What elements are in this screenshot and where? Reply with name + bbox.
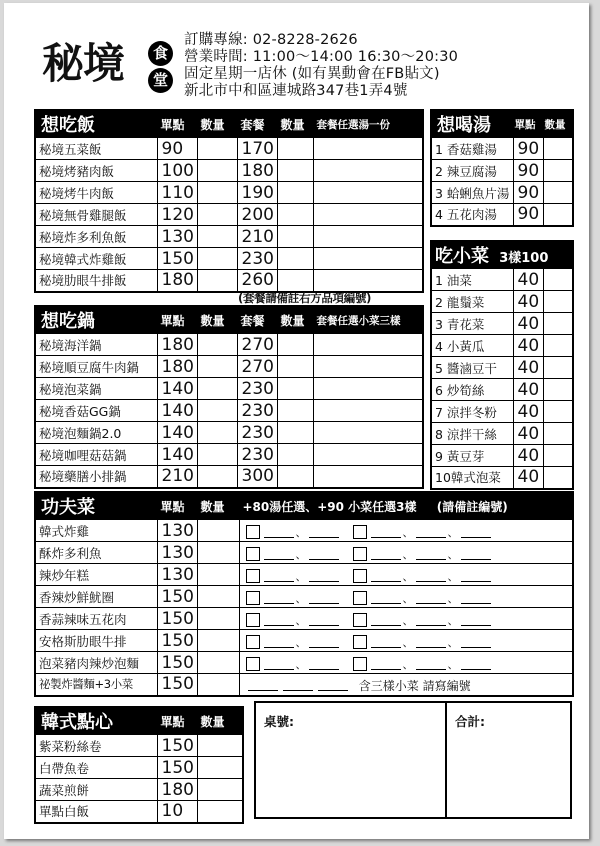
single-price: 120 xyxy=(157,204,197,226)
option-field[interactable] xyxy=(239,542,573,564)
kungfu-table xyxy=(34,491,574,697)
item-price: 40 xyxy=(513,401,543,423)
menu-row xyxy=(35,378,423,400)
item-name: 秘境烤豬肉飯 xyxy=(35,160,157,182)
item-name: 秘境藥膳小排鍋 xyxy=(35,466,157,488)
item-name: 3 青花菜 xyxy=(431,313,513,335)
option-field[interactable] xyxy=(239,630,573,652)
menu-row xyxy=(431,269,573,291)
qty-field[interactable] xyxy=(197,757,243,779)
dim-title: 韓式點心 xyxy=(35,707,157,735)
item-name: 辣炒年糕 xyxy=(35,564,157,586)
col-qty: 數量 xyxy=(197,707,243,735)
set-option-field[interactable] xyxy=(313,444,423,466)
col-set-note: 套餐任選湯一份 xyxy=(313,110,423,138)
item-price: 150 xyxy=(157,586,197,608)
single-qty-field[interactable] xyxy=(197,182,237,204)
item-price: 90 xyxy=(513,204,543,226)
col-single: 單點 xyxy=(157,707,197,735)
set-price: 200 xyxy=(237,204,277,226)
option-checkbox[interactable] xyxy=(353,657,367,671)
set-price: 260 xyxy=(237,270,277,292)
table-number-label: 桌號: xyxy=(264,714,294,729)
menu-row xyxy=(431,357,573,379)
separator: 、 xyxy=(447,569,459,583)
qty-field[interactable] xyxy=(543,401,573,423)
set-price: 230 xyxy=(237,400,277,422)
option-field[interactable] xyxy=(239,586,573,608)
item-price: 40 xyxy=(513,291,543,313)
single-price: 210 xyxy=(157,466,197,488)
col-set: 套餐 xyxy=(237,306,277,334)
set-option-field[interactable] xyxy=(313,182,423,204)
item-name: 1 油菜 xyxy=(431,269,513,291)
closed-day-note: 固定星期一店休 (如有異動會在FB貼文) xyxy=(184,66,440,82)
set-option-field[interactable] xyxy=(313,160,423,182)
item-name: 3 蛤蜊魚片湯 xyxy=(431,182,513,204)
qty-field[interactable] xyxy=(543,445,573,467)
business-hours: 營業時間: 11:00～14:00 16:30～20:30 xyxy=(184,49,459,65)
item-name: 秘境海洋鍋 xyxy=(35,334,157,356)
item-price: 150 xyxy=(157,652,197,674)
item-price: 150 xyxy=(157,735,197,757)
option-checkbox[interactable] xyxy=(246,569,260,583)
address: 新北市中和區連城路347巷1弄4號 xyxy=(184,83,408,99)
set-qty-field[interactable] xyxy=(277,356,313,378)
rice-title: 想吃飯 xyxy=(35,110,157,138)
qty-field[interactable] xyxy=(197,520,239,542)
qty-field[interactable] xyxy=(197,586,239,608)
separator: 、 xyxy=(402,569,414,583)
set-qty-field[interactable] xyxy=(277,138,313,160)
total-label: 合計: xyxy=(455,714,485,729)
single-qty-field[interactable] xyxy=(197,138,237,160)
separator: 、 xyxy=(447,525,459,539)
single-qty-field[interactable] xyxy=(197,422,237,444)
soup-table xyxy=(430,109,574,227)
kungfu-option-header: +80湯任選、+90 小菜任選3樣 xyxy=(242,499,417,514)
col-set-note: 套餐任選小菜三樣 xyxy=(313,306,423,334)
item-name: 秘境韓式炸雞飯 xyxy=(35,248,157,270)
item-price: 40 xyxy=(513,313,543,335)
qty-field[interactable] xyxy=(197,564,239,586)
option-field[interactable] xyxy=(239,520,573,542)
single-qty-field[interactable] xyxy=(197,400,237,422)
soup-title: 想喝湯 xyxy=(431,110,513,138)
item-name: 秘境咖哩菇菇鍋 xyxy=(35,444,157,466)
qty-field[interactable] xyxy=(197,630,239,652)
item-name: 秘境五菜飯 xyxy=(35,138,157,160)
item-price: 90 xyxy=(513,160,543,182)
separator: 、 xyxy=(447,547,459,561)
item-name: 1 香菇雞湯 xyxy=(431,138,513,160)
col-qty: 數量 xyxy=(543,110,573,138)
item-name: 秘境泡菜鍋 xyxy=(35,378,157,400)
item-name: 秘境香菇GG鍋 xyxy=(35,400,157,422)
set-qty-field[interactable] xyxy=(277,400,313,422)
single-price: 150 xyxy=(157,248,197,270)
set-price: 270 xyxy=(237,334,277,356)
set-price: 300 xyxy=(237,466,277,488)
set-price: 270 xyxy=(237,356,277,378)
qty-field[interactable] xyxy=(543,269,573,291)
set-option-field[interactable] xyxy=(313,400,423,422)
item-name: 蔬菜煎餅 xyxy=(35,779,157,801)
menu-row xyxy=(431,138,573,160)
item-price: 40 xyxy=(513,269,543,291)
menu-row xyxy=(35,564,573,586)
menu-row xyxy=(431,291,573,313)
set-qty-field[interactable] xyxy=(277,226,313,248)
item-name: 韓式炸雞 xyxy=(35,520,157,542)
set-price: 180 xyxy=(237,160,277,182)
col-single: 單點 xyxy=(157,492,197,520)
menu-row xyxy=(35,608,573,630)
item-name: 秘境肋眼牛排飯 xyxy=(35,270,157,292)
menu-row xyxy=(35,138,423,160)
set-option-field[interactable] xyxy=(313,422,423,444)
seal-char-2: 堂 xyxy=(148,68,173,93)
set-option-field[interactable] xyxy=(313,138,423,160)
separator: 、 xyxy=(295,569,307,583)
option-field[interactable] xyxy=(239,652,573,674)
option-checkbox[interactable] xyxy=(353,525,367,539)
last-row-note: 含三樣小菜 請寫編號 xyxy=(358,678,471,693)
table-number-box[interactable] xyxy=(254,701,447,819)
item-name: 香蒜辣味五花肉 xyxy=(35,608,157,630)
item-price: 130 xyxy=(157,520,197,542)
rice-table xyxy=(34,109,424,293)
set-qty-field[interactable] xyxy=(277,248,313,270)
set-option-field[interactable] xyxy=(313,204,423,226)
menu-row xyxy=(35,270,423,292)
side-dish-table xyxy=(430,240,574,490)
menu-row xyxy=(35,204,423,226)
item-price: 40 xyxy=(513,423,543,445)
set-qty-field[interactable] xyxy=(277,466,313,488)
qty-field[interactable] xyxy=(197,779,243,801)
option-checkbox[interactable] xyxy=(246,547,260,561)
menu-row xyxy=(35,356,423,378)
item-price: 10 xyxy=(157,801,197,823)
qty-field[interactable] xyxy=(543,204,573,226)
set-option-field[interactable] xyxy=(313,226,423,248)
set-qty-field[interactable] xyxy=(277,204,313,226)
single-qty-field[interactable] xyxy=(197,160,237,182)
item-price: 90 xyxy=(513,138,543,160)
menu-row xyxy=(35,586,573,608)
option-field[interactable] xyxy=(239,674,573,696)
qty-field[interactable] xyxy=(197,608,239,630)
hotpot-title: 想吃鍋 xyxy=(35,306,157,334)
menu-sheet xyxy=(4,3,589,839)
menu-row xyxy=(431,313,573,335)
separator: 、 xyxy=(447,635,459,649)
menu-row xyxy=(35,630,573,652)
single-price: 140 xyxy=(157,400,197,422)
menu-row xyxy=(35,226,423,248)
set-option-field[interactable] xyxy=(313,378,423,400)
single-price: 180 xyxy=(157,356,197,378)
single-price: 130 xyxy=(157,226,197,248)
menu-row xyxy=(35,674,573,696)
item-name: 秘境烤牛肉飯 xyxy=(35,182,157,204)
single-price: 140 xyxy=(157,422,197,444)
set-price: 230 xyxy=(237,422,277,444)
item-name: 8 涼拌干絲 xyxy=(431,423,513,445)
separator: 、 xyxy=(447,657,459,671)
kungfu-option-note: (請備註編號) xyxy=(436,499,508,514)
qty-field[interactable] xyxy=(543,182,573,204)
side-subtitle: 3樣100 xyxy=(499,251,549,266)
col-qty: 數量 xyxy=(197,306,237,334)
item-name: 秘境無骨雞腿飯 xyxy=(35,204,157,226)
set-option-field[interactable] xyxy=(313,466,423,488)
col-set-qty: 數量 xyxy=(277,306,313,334)
set-qty-field[interactable] xyxy=(277,270,313,292)
option-checkbox[interactable] xyxy=(246,591,260,605)
set-option-field[interactable] xyxy=(313,356,423,378)
menu-row xyxy=(35,422,423,444)
separator: 、 xyxy=(402,547,414,561)
single-price: 140 xyxy=(157,378,197,400)
qty-field[interactable] xyxy=(543,423,573,445)
menu-row xyxy=(35,182,423,204)
separator: 、 xyxy=(295,635,307,649)
option-checkbox[interactable] xyxy=(246,657,260,671)
rice-set-note: (套餐請備註右方品項編號) xyxy=(238,291,372,305)
qty-field[interactable] xyxy=(543,138,573,160)
item-name: 秘境炸多利魚飯 xyxy=(35,226,157,248)
qty-field[interactable] xyxy=(543,357,573,379)
item-price: 150 xyxy=(157,608,197,630)
item-name: 秘境順豆腐牛肉鍋 xyxy=(35,356,157,378)
separator: 、 xyxy=(447,613,459,627)
menu-row xyxy=(431,467,573,489)
separator: 、 xyxy=(402,657,414,671)
item-name: 白帶魚卷 xyxy=(35,757,157,779)
item-price: 90 xyxy=(513,182,543,204)
col-qty: 數量 xyxy=(197,492,239,520)
item-name: 10韓式泡菜 xyxy=(431,467,513,489)
single-qty-field[interactable] xyxy=(197,378,237,400)
item-price: 150 xyxy=(157,757,197,779)
qty-field[interactable] xyxy=(543,313,573,335)
menu-row xyxy=(35,520,573,542)
side-title: 吃小菜 xyxy=(435,246,489,267)
qty-field[interactable] xyxy=(543,291,573,313)
menu-row xyxy=(35,248,423,270)
single-price: 140 xyxy=(157,444,197,466)
single-price: 90 xyxy=(157,138,197,160)
col-single: 單點 xyxy=(157,306,197,334)
separator: 、 xyxy=(447,591,459,605)
item-name: 2 龍鬚菜 xyxy=(431,291,513,313)
restaurant-seal xyxy=(142,41,178,109)
qty-field[interactable] xyxy=(197,801,243,823)
single-qty-field[interactable] xyxy=(197,334,237,356)
total-box[interactable] xyxy=(445,701,572,819)
menu-row xyxy=(431,379,573,401)
set-option-field[interactable] xyxy=(313,248,423,270)
col-qty: 數量 xyxy=(197,110,237,138)
item-name: 香辣炒鮮魷圈 xyxy=(35,586,157,608)
menu-row xyxy=(35,542,573,564)
option-checkbox[interactable] xyxy=(353,635,367,649)
menu-row xyxy=(431,204,573,226)
menu-row xyxy=(35,160,423,182)
qty-field[interactable] xyxy=(543,160,573,182)
item-price: 40 xyxy=(513,445,543,467)
item-name: 秘境泡麵鍋2.0 xyxy=(35,422,157,444)
item-name: 4 小黃瓜 xyxy=(431,335,513,357)
item-name: 泡菜豬肉辣炒泡麵 xyxy=(35,652,157,674)
menu-row xyxy=(431,182,573,204)
set-qty-field[interactable] xyxy=(277,378,313,400)
qty-field[interactable] xyxy=(197,652,239,674)
single-price: 100 xyxy=(157,160,197,182)
single-qty-field[interactable] xyxy=(197,270,237,292)
qty-field[interactable] xyxy=(543,335,573,357)
set-price: 190 xyxy=(237,182,277,204)
set-qty-field[interactable] xyxy=(277,160,313,182)
separator: 、 xyxy=(295,525,307,539)
item-name: 2 辣豆腐湯 xyxy=(431,160,513,182)
item-name: 5 醬滷豆干 xyxy=(431,357,513,379)
item-name: 祕製炸醬麵+3小菜 xyxy=(35,674,157,696)
menu-row xyxy=(431,401,573,423)
option-checkbox[interactable] xyxy=(246,613,260,627)
set-price: 230 xyxy=(237,378,277,400)
korean-snack-table xyxy=(34,706,244,824)
restaurant-logo: 秘境 xyxy=(42,39,125,88)
menu-row xyxy=(35,801,243,823)
separator: 、 xyxy=(295,613,307,627)
qty-field[interactable] xyxy=(197,674,239,696)
item-price: 40 xyxy=(513,379,543,401)
set-option-field[interactable] xyxy=(313,270,423,292)
menu-row xyxy=(35,652,573,674)
item-price: 180 xyxy=(157,779,197,801)
menu-row xyxy=(431,160,573,182)
set-price: 230 xyxy=(237,444,277,466)
option-checkbox[interactable] xyxy=(353,613,367,627)
set-qty-field[interactable] xyxy=(277,422,313,444)
set-price: 210 xyxy=(237,226,277,248)
menu-row xyxy=(431,335,573,357)
separator: 、 xyxy=(402,613,414,627)
separator: 、 xyxy=(402,591,414,605)
qty-field[interactable] xyxy=(197,735,243,757)
separator: 、 xyxy=(402,635,414,649)
item-price: 40 xyxy=(513,357,543,379)
item-name: 7 涼拌冬粉 xyxy=(431,401,513,423)
menu-row xyxy=(35,444,423,466)
item-price: 150 xyxy=(157,630,197,652)
single-price: 110 xyxy=(157,182,197,204)
item-name: 單點白飯 xyxy=(35,801,157,823)
menu-row xyxy=(35,400,423,422)
menu-row xyxy=(35,757,243,779)
item-price: 40 xyxy=(513,467,543,489)
separator: 、 xyxy=(295,547,307,561)
set-qty-field[interactable] xyxy=(277,182,313,204)
seal-char-1: 食 xyxy=(148,41,173,66)
set-price: 170 xyxy=(237,138,277,160)
order-hotline: 訂購專線: 02-8228-2626 xyxy=(184,32,358,48)
separator: 、 xyxy=(402,525,414,539)
item-name: 安格斯肋眼牛排 xyxy=(35,630,157,652)
item-name: 6 炒筍絲 xyxy=(431,379,513,401)
single-qty-field[interactable] xyxy=(197,356,237,378)
item-name: 酥炸多利魚 xyxy=(35,542,157,564)
col-set: 套餐 xyxy=(237,110,277,138)
item-name: 紫菜粉絲卷 xyxy=(35,735,157,757)
option-checkbox[interactable] xyxy=(246,525,260,539)
menu-row xyxy=(35,735,243,757)
single-qty-field[interactable] xyxy=(197,466,237,488)
qty-field[interactable] xyxy=(543,467,573,489)
set-price: 230 xyxy=(237,248,277,270)
menu-row xyxy=(35,466,423,488)
qty-field[interactable] xyxy=(543,379,573,401)
option-field[interactable] xyxy=(239,564,573,586)
single-qty-field[interactable] xyxy=(197,444,237,466)
set-option-field[interactable] xyxy=(313,334,423,356)
col-single: 單點 xyxy=(157,110,197,138)
menu-row xyxy=(431,445,573,467)
option-checkbox[interactable] xyxy=(353,569,367,583)
item-price: 150 xyxy=(157,674,197,696)
item-price: 40 xyxy=(513,335,543,357)
col-single: 單點 xyxy=(513,110,543,138)
option-checkbox[interactable] xyxy=(246,635,260,649)
menu-row xyxy=(35,334,423,356)
set-qty-field[interactable] xyxy=(277,444,313,466)
separator: 、 xyxy=(295,657,307,671)
menu-row xyxy=(35,779,243,801)
qty-field[interactable] xyxy=(197,542,239,564)
item-price: 130 xyxy=(157,542,197,564)
single-qty-field[interactable] xyxy=(197,226,237,248)
kungfu-title: 功夫菜 xyxy=(35,492,157,520)
set-qty-field[interactable] xyxy=(277,334,313,356)
item-name: 4 五花肉湯 xyxy=(431,204,513,226)
option-checkbox[interactable] xyxy=(353,547,367,561)
option-checkbox[interactable] xyxy=(353,591,367,605)
menu-row xyxy=(431,423,573,445)
separator: 、 xyxy=(295,591,307,605)
single-price: 180 xyxy=(157,270,197,292)
single-qty-field[interactable] xyxy=(197,204,237,226)
item-price: 130 xyxy=(157,564,197,586)
single-price: 180 xyxy=(157,334,197,356)
col-set-qty: 數量 xyxy=(277,110,313,138)
hotpot-table xyxy=(34,305,424,489)
single-qty-field[interactable] xyxy=(197,248,237,270)
item-name: 9 黃豆芽 xyxy=(431,445,513,467)
option-field[interactable] xyxy=(239,608,573,630)
